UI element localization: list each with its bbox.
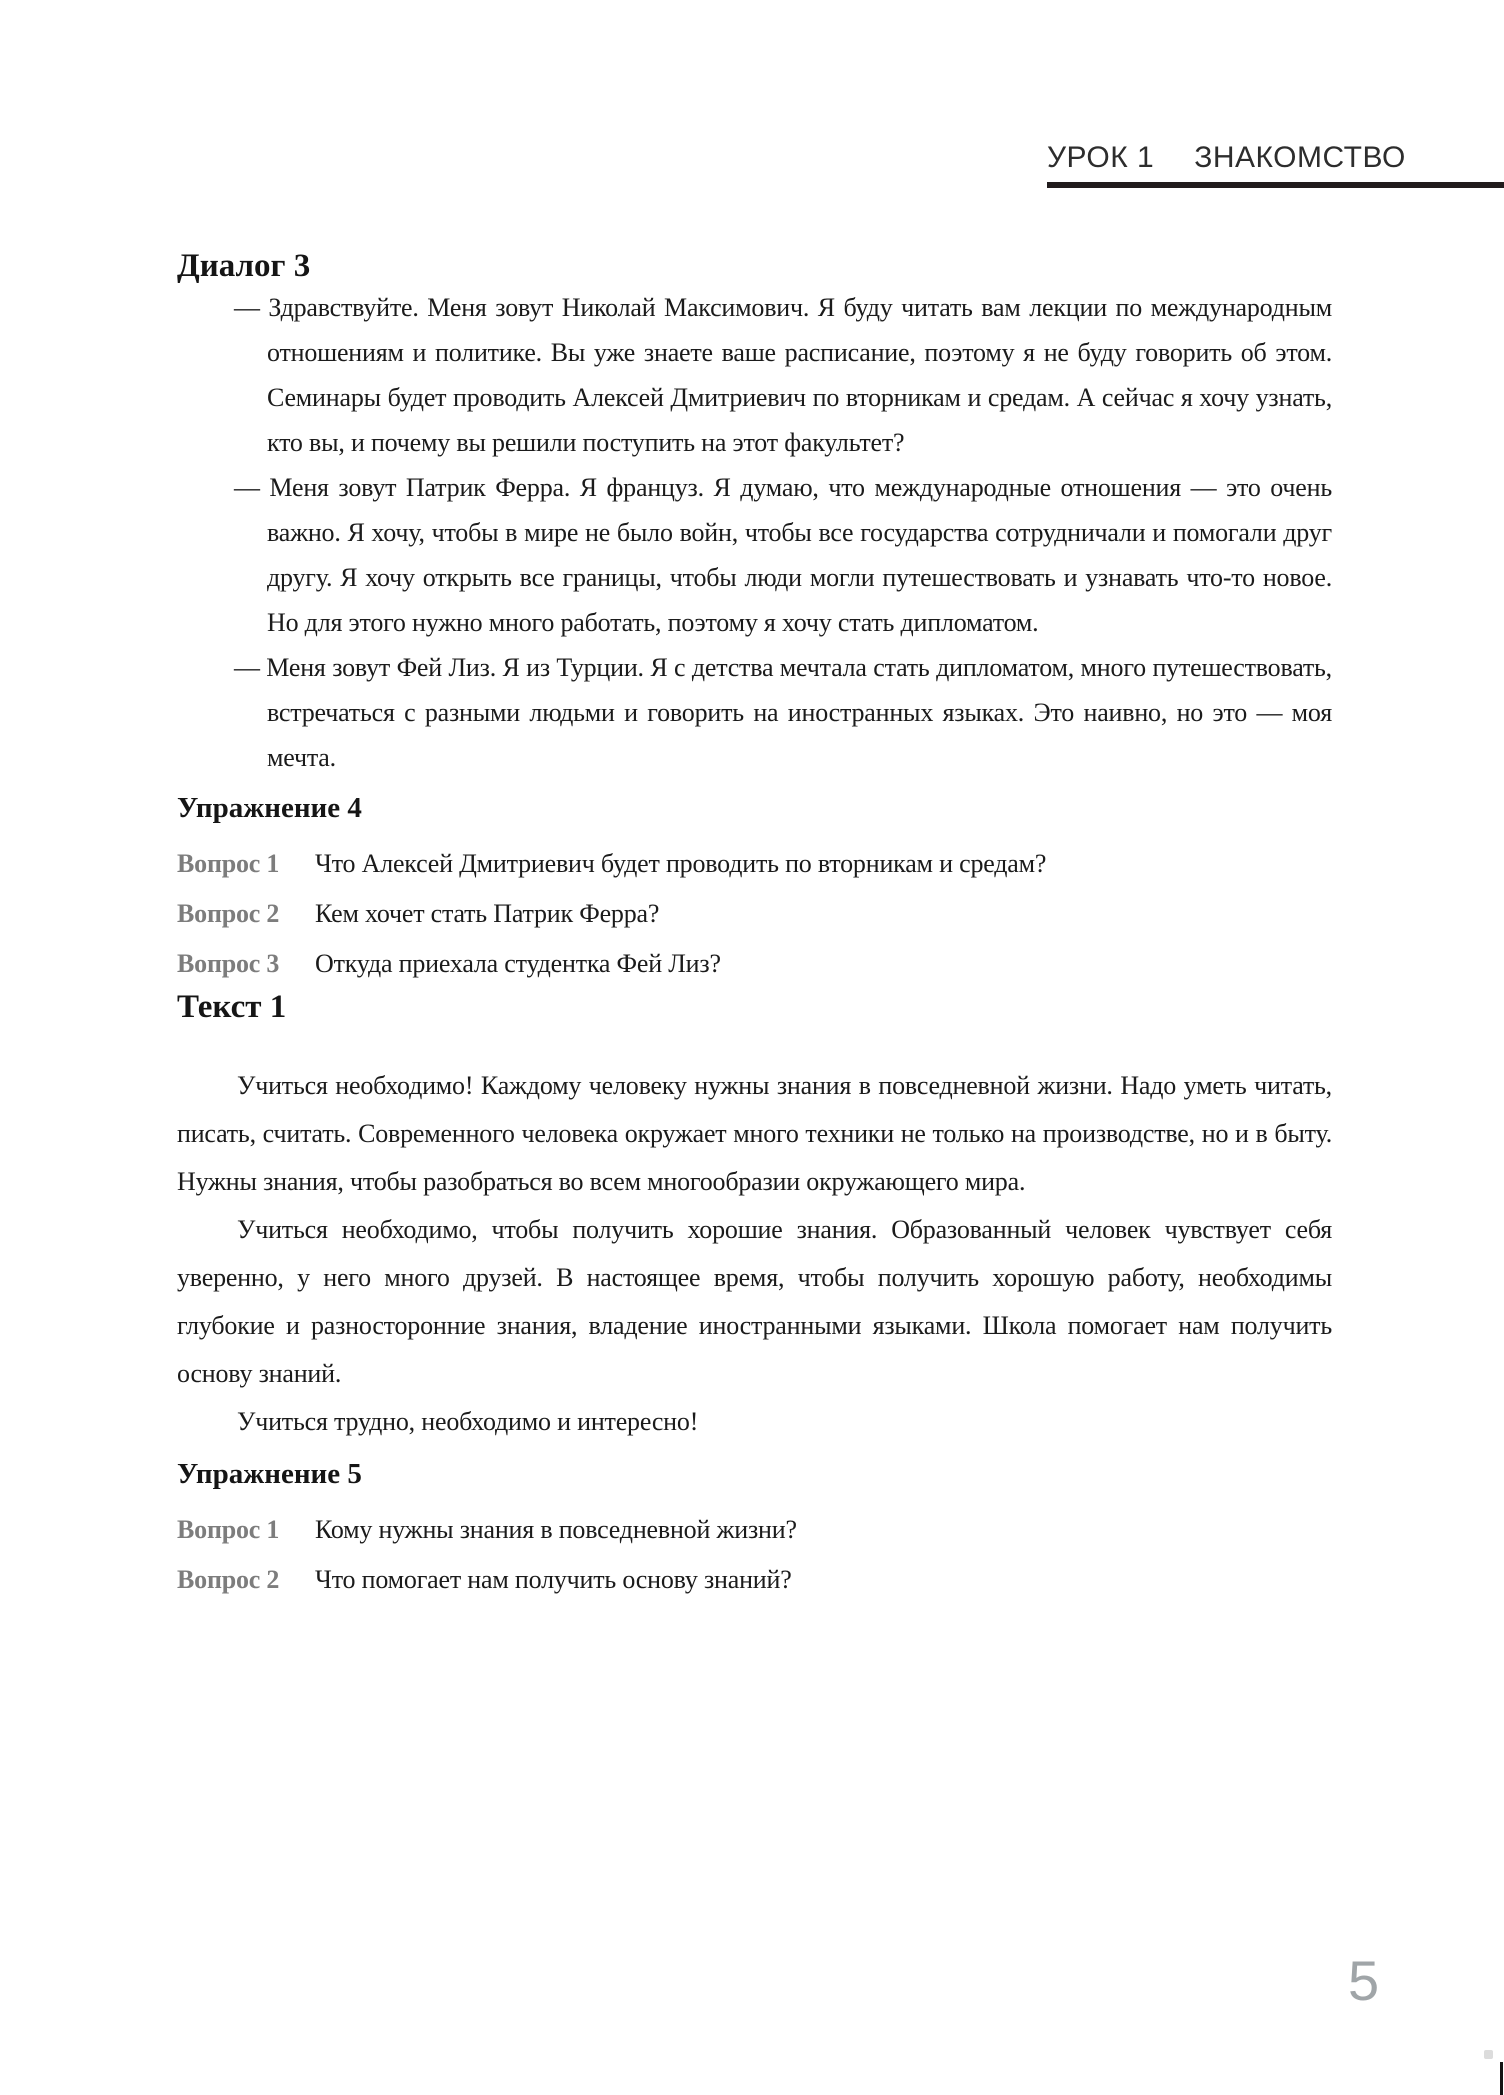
dialog3-section (177, 248, 1332, 780)
question-text: Что помогает нам получить основу знаний? (315, 1565, 792, 1594)
question-text: Что Алексей Дмитриевич будет проводить по вторникам и средам? (315, 849, 1047, 878)
question-row (177, 1555, 1332, 1605)
question-label: Вопрос 3 (177, 949, 280, 978)
question-row (177, 939, 1332, 989)
dialog-turn-2: — Меня зовут Патрик Ферра. Я француз. Я думаю, что международные отношения — это очень важно. Я хочу, чтобы в мире не было войн, чтобы все государства сотрудничали и помогали друг другу. Я хочу открыть все границы, чтобы люди могли путешествовать и узнавать что-то новое. Но для этого нужно много работать, поэтому я хочу стать дипломатом. (234, 473, 1332, 637)
question-text: Кому нужны знания в повседневной жизни? (315, 1515, 797, 1544)
dialog-turn-1: — Здравствуйте. Меня зовут Николай Максимович. Я буду читать вам лекции по международным отношениям и политике. Вы уже знаете ваше расписание, поэтому я не буду говорить об этом. Семинары будет проводить Алексей Дмитриевич по вторникам и средам. А сейчас я хочу узнать, кто вы, и почему вы решили поступить на этот факультет? (234, 293, 1332, 457)
question-text: Откуда приехала студентка Фей Лиз? (315, 949, 721, 978)
text1-section (177, 989, 1332, 1446)
dialog3-title: Диалог 3 (177, 248, 311, 284)
header-topic-label: ЗНАКОМСТВО (1194, 141, 1406, 174)
exercise4-title: Упражнение 4 (177, 792, 362, 824)
text1-paragraph-2: Учиться необходимо, чтобы получить хорошие знания. Образованный человек чувствует себя уверенно, у него много друзей. В настоящее время, чтобы получить хорошую работу, необходимы глубокие и разносторонние знания, владение иностранными языками. Школа помогает нам получить основу знаний. (177, 1215, 1332, 1388)
question-label: Вопрос 1 (177, 1515, 280, 1544)
page-header (1047, 141, 1504, 188)
exercise4-section (177, 792, 1332, 989)
exercise5-section (177, 1458, 1332, 1605)
question-row (177, 839, 1332, 889)
text1-title: Текст 1 (177, 989, 287, 1025)
question-row (177, 889, 1332, 939)
dialog-turn-3: — Меня зовут Фей Лиз. Я из Турции. Я с детства мечтала стать дипломатом, много путешествовать, встречаться с разными людьми и говорить на иностранных языках. Это наивно, но это — моя мечта. (234, 653, 1332, 772)
header-rule (1047, 182, 1504, 188)
question-label: Вопрос 1 (177, 849, 280, 878)
exercise5-title: Упражнение 5 (177, 1458, 362, 1490)
text1-paragraph-1: Учиться необходимо! Каждому человеку нужны знания в повседневной жизни. Надо уметь читать, писать, считать. Современного человека окружает много техники не только на производстве, но и в быту. Нужны знания, чтобы разобраться во всем многообразии окружающего мира. (177, 1071, 1332, 1196)
header-lesson-label: УРОК 1 (1047, 141, 1155, 174)
page-content (177, 248, 1332, 1605)
text1-paragraphs (177, 1062, 1332, 1446)
scan-artifact-line (1500, 2062, 1503, 2095)
page-number: 5 (1348, 1949, 1380, 2012)
question-label: Вопрос 2 (177, 899, 280, 928)
question-text: Кем хочет стать Патрик Ферра? (315, 899, 660, 928)
text1-paragraph-3: Учиться трудно, необходимо и интересно! (237, 1407, 699, 1436)
scan-artifact-speck (1484, 2050, 1493, 2059)
question-row (177, 1505, 1332, 1555)
question-label: Вопрос 2 (177, 1565, 280, 1594)
header-title (1047, 141, 1504, 175)
